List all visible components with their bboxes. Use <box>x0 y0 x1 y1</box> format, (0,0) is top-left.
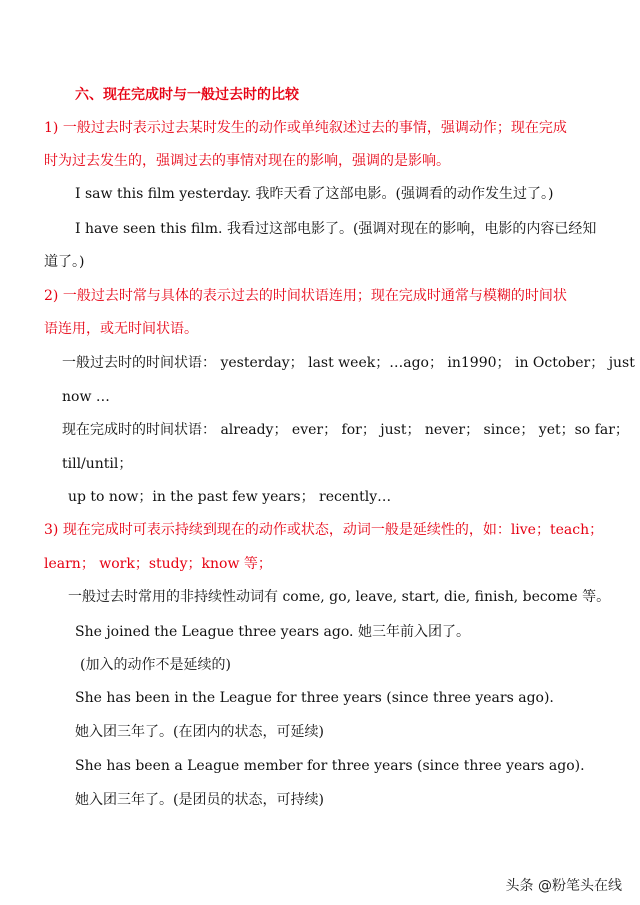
example-4-sentence: She has been in the League for three years (since three years ago). <box>75 690 554 706</box>
point-1-line-1: 1) 一般过去时表示过去某时发生的动作或单纯叙述过去的事情，强调动作；现在完成 <box>44 120 567 136</box>
point-3-line-1: 3) 现在完成时可表示持续到现在的动作或状态，动词一般是延续性的，如：live；teach； <box>44 522 604 538</box>
point-1-line-2: 时为过去发生的，强调过去的事情对现在的影响，强调的是影响。 <box>44 153 450 169</box>
perfect-adverbials-line-2: till/until； <box>62 456 133 472</box>
section-title: 六、现在完成时与一般过去时的比较 <box>75 87 299 103</box>
past-adverbials-line-1: 一般过去时的时间状语： yesterday； last week；…ago； in1990； in October； just <box>62 355 635 371</box>
point-3-line-2: learn； work；study；know 等； <box>44 556 272 572</box>
example-1: I saw this film yesterday. 我昨天看了这部电影。(强调看的动作发生过了。) <box>75 186 554 202</box>
example-3-sentence: She joined the League three years ago. 她三年前入团了。 <box>75 624 470 640</box>
example-3-note: (加入的动作不是延续的) <box>80 657 231 673</box>
watermark: 头条 @粉笔头在线 <box>505 878 622 894</box>
nondurative-note: 一般过去时常用的非持续性动词有 come, go, leave, start, die, finish, become 等。 <box>68 589 611 605</box>
example-2-line-1: I have seen this film. 我看过这部电影了。(强调对现在的影响，电影的内容已经知 <box>75 221 597 237</box>
example-2-line-2: 道了。) <box>44 254 85 270</box>
past-adverbials-line-2: now … <box>62 389 110 405</box>
example-5-translation: 她入团三年了。(是团员的状态，可持续) <box>75 792 324 808</box>
point-2-line-1: 2) 一般过去时常与具体的表示过去的时间状语连用；现在完成时通常与模糊的时间状 <box>44 288 567 304</box>
example-5-sentence: She has been a League member for three years (since three years ago). <box>75 758 585 774</box>
example-4-translation: 她入团三年了。(在团内的状态，可延续) <box>75 724 324 740</box>
point-2-line-2: 语连用，或无时间状语。 <box>44 321 198 337</box>
perfect-adverbials-line-1: 现在完成时的时间状语： already； ever； for； just； never； since； yet；so far； <box>62 422 629 438</box>
perfect-adverbials-line-3: up to now；in the past few years； recently… <box>68 489 392 505</box>
